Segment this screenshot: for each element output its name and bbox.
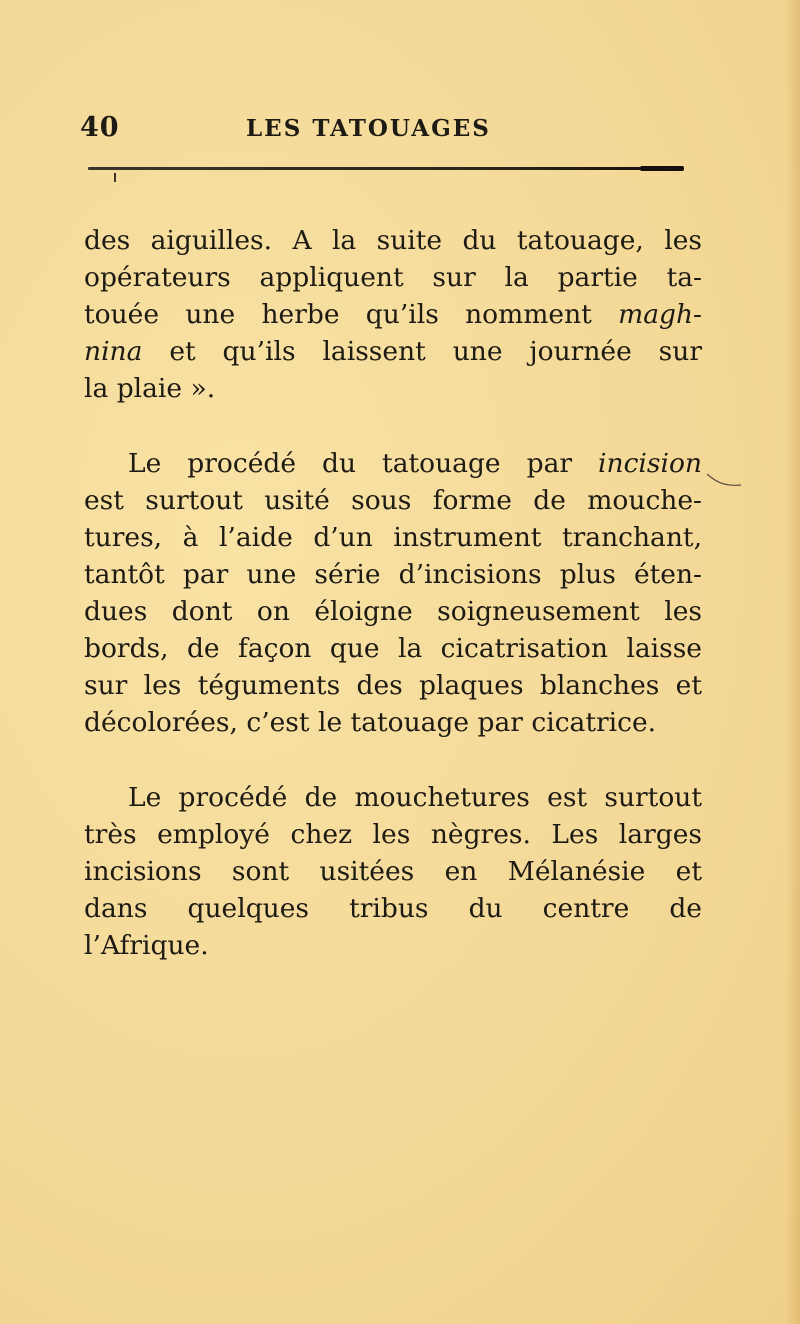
body-text (84, 222, 702, 964)
text-line: est surtout usité sous forme de mouche- (84, 485, 702, 516)
text-line: l’Afrique. (84, 930, 209, 961)
text-line: tures, à l’aide d’un instrument tranchant, (84, 522, 702, 553)
text-line: tantôt par une série d’incisions plus éten- (84, 559, 702, 590)
paragraph-gap (84, 407, 702, 445)
text-line: opérateurs appliquent sur la partie ta- (84, 262, 702, 293)
text-line: décolorées, c’est le tatouage par cicatrice. (84, 707, 657, 738)
header-rule (88, 167, 684, 170)
italic-term: incision (598, 448, 702, 479)
text-line: dans quelques tribus du centre de (84, 893, 702, 924)
italic-term: magh- (618, 299, 702, 330)
text-line: touée une herbe qu’ils nomment magh- (84, 299, 702, 330)
running-head: LES TATOUAGES (246, 115, 491, 142)
text-line: très employé chez les nègres. Les larges (84, 819, 702, 850)
text-line: incisions sont usitées en Mélanésie et (84, 856, 702, 887)
text-line: des aiguilles. A la suite du tatouage, les (84, 225, 702, 256)
text-line: Le procédé du tatouage par incision (128, 448, 702, 479)
italic-term: nina (84, 336, 143, 367)
text-line: la plaie ». (84, 373, 216, 404)
margin-mark-icon (706, 472, 742, 488)
rule-tick-mark (114, 173, 116, 182)
text-line: dues dont on éloigne soigneusement les (84, 596, 702, 627)
header-rule-end (640, 166, 684, 171)
page-edge-shadow (786, 0, 800, 1324)
text-line: nina et qu’ils laissent une journée sur (84, 336, 702, 367)
paragraph-gap (84, 741, 702, 779)
text-line: sur les téguments des plaques blanches et (84, 670, 702, 701)
text-line: bords, de façon que la cicatrisation laisse (84, 633, 702, 664)
text-line: Le procédé de mouchetures est surtout (128, 782, 702, 813)
page-header (80, 112, 700, 152)
page-number: 40 (80, 112, 120, 143)
